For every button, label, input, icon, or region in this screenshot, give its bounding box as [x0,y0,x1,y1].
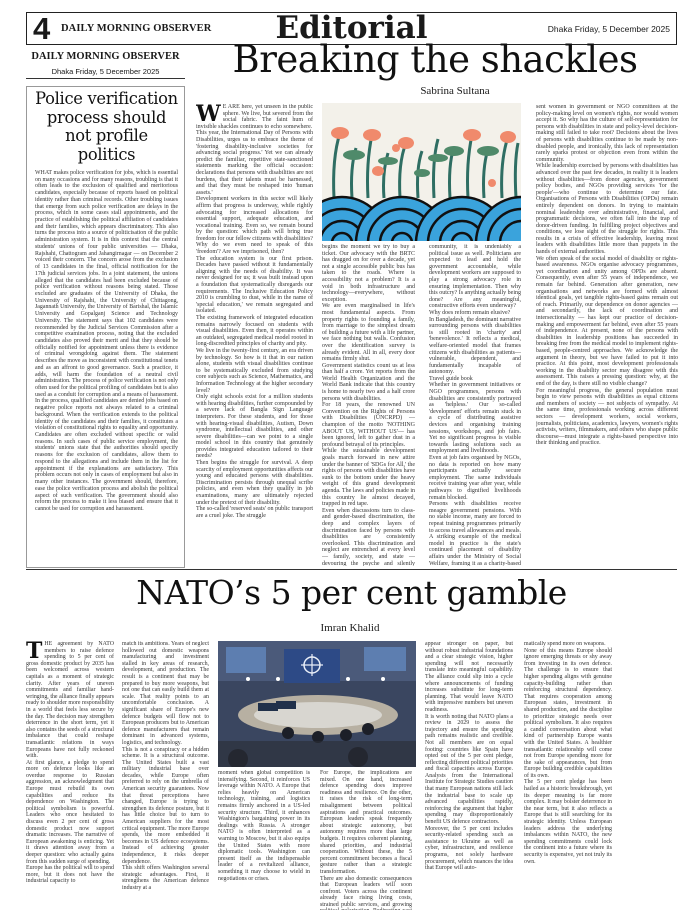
paragraph: Travel guide book [429,375,473,382]
masthead-paper-name: DAILY MORNING OBSERVER [61,23,212,34]
paragraph: The existing framework of integrated education remains narrowly focused on students with visual disabilities. Even then, it operates within an outdated, segregated medical model rooted in long-discredited principles of charity and pity. [196,315,313,348]
article-text [320,770,412,910]
paragraph: For 18 years, the renowned UN Convention on the Rights of Persons with Disabilities (UNCRPD) — champion of the motto 'NOTHING ABOUT US, WITHOUT US'— has been ignored, left to gather dust in a profound betrayal of its principles. [322,402,415,448]
article-text [524,641,612,865]
paragraph: HE agreement by NATO members to raise defence spending to 5 per cent of gross domestic product by 2035 has been welcomed across western capitals as a moment of strategic clarity. After years of uneven commitments and familiar hand-wringing, the alliance finally appears ready to shoulder more responsibility in a world that feels less secure by the day. The decision may strengthen deterrence in the short term, yet it also contains the seeds of a structural imbalance that could reshape transatlantic relations in ways Europeans have not fully reckoned with. [26,641,114,760]
masthead-date: Dhaka Friday, 5 December 2025 [547,24,670,34]
article-column [218,770,310,910]
article-byline: Imran Khalid [320,622,380,634]
left-header-date: Dhaka Friday, 5 December 2025 [26,64,185,79]
section-title: Editorial [275,10,428,46]
article-byline: Sabrina Sultana [420,85,490,97]
article-text [218,770,310,882]
paragraph: Whether in government initiatives or NGO programmes, persons with disabilities are consistently portrayed as 'helpless.' Our so-called 'development' efforts remain stuck in a cycle of distributing assistive devices and organising training sessions, workshops, and job fairs. Yet no significant progress is visible towards lasting solutions such as employment and livelihoods. [429,382,521,455]
paragraph: This is not a conspiracy or a hidden scheme. It is a structural outcome. The United States built a vast military industrial base over decades, while Europe often preferred to rely on the umbrella of American security guarantees. Now that threat perceptions have changed, Europe is trying to strengthen its defence posture, but it has little choice but to turn to American suppliers for the most critical equipment. The more Europe spends, the more embedded it becomes in US defence ecosystems. Instead of achieving greater independence, it risks deeper dependence. [122,746,209,865]
article-text [429,244,521,566]
article-headline: Breaking the shackles [232,38,638,81]
paragraph: moment when global competition is intensifying. Second, it reinforces US leverage within NATO. A Europe that relies heavily on American technology, training, and logistics remains firmly anchored in a US-led security structure. Third, it enhances Washington's bargaining power in its dealings with Russia. A stronger NATO is often interpreted as a warning to Moscow, but it also equips the United States with more diplomatic tools. Washington can present itself as the indispensable leader of a revitalized alliance, something it may choose to wield in negotiations or crises. [218,770,310,882]
left-header-paper-name: DAILY MORNING OBSERVER [31,51,180,62]
page-number: 4 [33,11,51,46]
paragraph: The education system is our first prison. Decades have passed without it fundamentally aligning with the needs of disability. It was never designed for us; it was built instead upon a foundation that systematically disregards our requirements. The Inclusive Education Policy 2010 is crumbling to dust, while in the name of 'special education,' we remain segregated and isolated. [196,255,313,315]
paragraph: Europe has the political will to spend more, but it does not have the industrial capacity to [26,865,114,885]
drop-cap: W [196,104,221,127]
paragraph: Then begins the struggle for survival. A deep scarcity of employment opportunities affects our young and educated persons with disabilities. Discrimination persists through unequal scribe policies, and even when they qualify in job examinations, many are ultimately rejected under the pretext of their disability. [196,460,313,506]
paragraph: There are also domestic consequences that European leaders will soon confront. Voters across the continent already face rising living costs, strained public services, and growing [320,875,412,908]
drop-cap: T [26,641,43,664]
paragraph: Even when discussions turn to class- and gender-based discrimination, the deep and complex layers of discrimination faced by persons with disabilities are consistently overlooked. This discrimination and neglect are entrenched at every level — family, society, and state — devouring the psyche and silently [322,507,415,566]
paragraph: Even at job fairs organised by NGOs, no data is reported on how many participants actually secure employment. The same individuals receive training year after year, while pathways to dignified livelihoods remain blocked. [429,455,521,501]
lotus-illustration-icon [322,103,521,241]
paragraph: Development workers in this sector will likely affirm that progress is underway, while rightly advocating for increased allocations for essential support, adequate education, and vocational training. Even so, we remain bound by the question: which path will bring true freedom for our fellow citizens with disabilities? [196,196,313,242]
article-column [322,244,415,566]
paragraph: While leadership exercised by persons with disabilities has advanced over the past few decades, in reality it is leaders without disabilities—from donor agencies, government policy bodies, and NGOs providing services 'for the people'—who continue to determine our fate. Organisations of Persons with Disabilities (OPDs) remain entirely dependent on donors. In trying to maintain nominal leadership over administrative, financial, and programmatic decisions, we often fall into the trap of donor-driven funding. In fulfilling project objectives and conditions, we lose sight of the struggle for rights. This results in a crisis of effective leadership, leaving most leaders with disabilities little more than puppets in the hands of external authorities. [536,163,678,256]
article-column [524,641,612,910]
article-text [26,641,114,885]
left-header [26,50,185,79]
article-column [122,641,209,910]
paragraph: Moreover, the 5 per cent includes security-related spending such as assistance to Ukraine as well as cyber, infrastructure, and resilience programs, not solely hardware procurement, which nuances the idea that Europe will auto- [425,825,513,872]
paragraph: This shift offers Washington several strategic advantages. First, it strengthens the American defence industry at a [122,865,209,891]
article-text [196,104,313,519]
paragraph: The so-called 'reserved seats' on public transport are a cruel joke. The struggle [196,506,313,519]
paragraph: Only eight schools exist for a million students with hearing disabilities, further compounded by a severe lack of Bangla Sign Language interpreters. For these students, and for those with hearing-visual disabilities, Autism, Down syndrome, intellectual disabilities, and other severe disabilities—can we point to a single model school in this country that genuinely provides integrated education tailored to their needs? [196,394,313,460]
nato-meeting-photo [218,641,416,767]
paragraph: It is worth noting that NATO plans a review in 2029 to assess the trajectory and ensure the spending path remains realistic and credible. Not all members are on equal footing: countries like Spain have opted out of the 5 per cent pledge, reflecting different political priorities and fiscal capacities across Europe. Analysts from the International Institute for Strategic Studies caution that many European nations still lack the industrial base to scale up advanced capabilities rapidly, reinforcing the argument that higher spending may disproportionately benefit US defence contractors. [425,713,513,826]
lotus-illustration-image [322,103,521,241]
article-column [429,244,521,566]
paragraph: For meaningful progress, the general population must begin to view persons with disabilities as equal citizens and members of society — not subjects of sympathy. At the same time, professionals working across different sectors — development workers, social workers, journalists, politicians, academics, lawyers, women's rights activists, writers, filmmakers, and others who shape public discourse—must integrate a rights-based perspective into their thinking and practice. [536,387,678,447]
article-text [322,244,415,566]
article-column [26,641,114,910]
nato-summit-photo-icon [218,641,416,767]
paragraph: begins the moment we try to buy a ticket. Our advocacy with the BRTC has dragged on for over a decade, yet not a single accessible public bus has taken to the roads. Where is accessibility not a problem? It is a void in both infrastructure and technology—everywhere, without exception. [322,244,415,303]
article-column [320,770,412,910]
paragraph: Why does reform remain elusive? [429,309,511,316]
article-column [196,104,313,566]
paragraph: match its ambitions. Years of neglect hollowed out domestic weapons manufacturing and investment stalled in key areas of research, development, and production. The result is a continent that may be prepared to buy more weapons, but not one that can easily build them at scale. That reality points to an uncomfortable conclusion. A significant share of Europe's new defence budgets will flow not to European producers but to American defence manufacturers that remain dominant in advanced systems, logistics, and technology. [122,641,209,746]
paragraph: matically spend more on weapons. [524,641,606,647]
article-text [122,641,209,892]
paragraph: Why do we even need to speak of this 'freedom'? Are we imprisoned, then? [196,242,313,256]
article-column [425,641,513,910]
editorial-column [26,86,185,568]
article-text [536,104,678,447]
paragraph: Government statistics count us at less than half a crore. Yet reports from the World Health Organization and the World Bank indicate that this country is home to nearly two and a half crore persons with disabilities. [322,362,415,402]
article-headline: NATO’s 5 per cent gamble [136,573,567,612]
paragraph: At first glance, a pledge to spend more on defence looks like an overdue response to Russian aggression, an acknowledgment that Europe must rebuild its own capabilities and reduce its dependence on Washington. The political symbolism is powerful. Leaders who once hesitated to discuss even 2 per cent of gross domestic product now support dramatic increases. The narrative of European awakening is enticing. Yet it draws attention away from a deeper question: who actually gains from this sudden surge of spending. [26,759,114,865]
paragraph: We are even marginalised in life's most fundamental aspects. From property rights to founding a family, from marriage to the simplest dream of building a future with a life partner, we face nothing but walls. Confusion over the identification survey is already evident. All in all, every door remains firmly shut. [322,303,415,363]
paragraph: E ARE here, yet unseen in the public sphere. We live, but severed from the social fabric. The faint hum of invisible shackles continues to echo somewhere. [196,104,313,130]
editorial-body: WHAT makes police verification for jobs, which is essential on many occasions and for many reasons, troubling is that it often leads to the exclusion of qualified and meritorious candidates, especially because of reports based on political identity rather than criminal records. Other troubling issues that emerge from such police verification are delays in the process, which in some cases stall appointments, and the practice of establishing the political affiliation of candidates and their families, which appears discriminatory. This also turns the process into a source of politicisation of the public administration system. It is in this context that the central students' unions of four public universities — Dhaka, Rajshahi, Chattogram and Jahangirnagar — on December 2 voiced their concern. The concern arose from the exclusion of 13 candidates in the final, official notification for the 17th judicial services jobs. In a joint statement, the unions alleged that the candidates had been excluded because of police verification without reasons being stated. Those excluded are graduates of the University of Dhaka, the University of Rajshahi, the University of Chittagong, Jagannath University, the University of Barishal, the Islamic University and Gopalganj Science and Technology University. The statement says that 102 candidates were recommended by the Judicial Services Commission after a competitive examination process, noting that the excluded candidates also proved their merit and that they should be officially notified for appointment unless there is evidence of criminal wrongdoing against them. The statement describes the move as inconsistent with constitutional tenets and as an affront to good governance. Such a practice, it adds, will harm the foundation of a neutral civil administration. The process of police verification is not only often used for the political profiling of candidates but is also used as a conduit for corruption and a means of harassment. In the process, qualified candidates are denied jobs based on negative police reports not always related to a criminal background. When the verification extends to the political identity of the candidates and their families, it constitutes a violation of constitutional rights to equality and opportunity. Candidates are often excluded without specific or valid reasons. In such cases of public service employment, the students' unions state that the authorities should specify reasons for the exclusion of candidates, allow them to respond to the allegations and include them in the list for appointment if the explanations are satisfactory. This problem occurs not only in cases of employment but also in many other instances. The government should, therefore, ease the police verification process and abolish the political aspect of such verification. The government should also reform the process to make it less biased and ensure that it cannot be used for corruption and harassment. [35,170,178,512]
article-column [536,104,678,566]
paragraph: For Europe, the implications are mixed. On one hand, increased defence spending does improve readiness and resilience. On the other, it raises the risk of long-term misalignment between political aspirations and practical outcomes. European leaders speak frequently about strategic autonomy, but autonomy requires more than large budgets. It requires coherent planning, shared priorities, and industrial cooperation. Without these, the 5 percent commitment becomes a fiscal gesture rather than a strategic transformation. [320,770,412,875]
article-text [425,641,513,872]
paragraph: community, it is undeniably a political issue as well. Politicians are expected to lead and hold the government accountable, while development workers are supposed to play a strong advocacy role in ensuring implementation. Then why this outcry? Is anything actually being done? Are any meaningful, constructive efforts even underway? [429,244,521,310]
paragraph: None of this means Europe should ignore emerging threats or shy away from investing in its own defence. The challenge is to ensure that higher spending aligns with genuine capacity-building rather than reinforcing structural dependency. That requires cooperation among European states, investment in shared production, and the discipline to prioritize strategic needs over political symbolism. It also requires a candid conversation about what kind of partnership Europe wants with the United States. A healthier transatlantic relationship will come not from Europe spending more for the sake of appearances, but from Europe building credible capabilities of its own. [524,647,612,779]
paragraph: The 5 per cent pledge has been hailed as a historic breakthrough, yet its deeper meaning is far more complex. It may bolster deterrence in the near term, but it also reflects a Europe that is still searching for its strategic identity. Unless European leaders address the underlying imbalances within NATO, the new spending commitments could lock the continent into a future where its security is expensive, yet not truly its own. [524,779,612,865]
paragraph: We often speak of the social model of disability or rights-based awareness. NGOs organise advocacy programmes, yet coordination and unity among OPDs are absent. Consequently, even after 55 years of independence, we remain far behind. Generation after generation, new organisations and networks are formed with almost identical goals, yet tangible rights-based gains remain out of reach. Primarily, our dependence on donor agencies — and secondarily, the lack of coordination and intersectionality — has kept our practice of decision-making and empowerment far behind, even after 55 years of independence. At present, none of the persons with disabilities in leadership positions has succeeded in breaking free from the medical model to implement rights-based, people-centred approaches. We acknowledge the argument in theory, but we have failed to put it into practice. At this point, most development professionals working in the disability sector may disagree with this assessment. This raises a pressing question: why, at the end of the day, is there still no visible change? [536,255,678,387]
paragraph: sent women in government or NGO committees at the policy-making level on women's rights, nor would women accept it. So why has the culture of self-representation for persons with disabilities in state and policy-level decision-making still failed to take root? Decisions about the lives of persons with disabilities continue to be made by non-disabled people, and ironically, this lack of representation rarely sparks protest or objection even from within the community. [536,104,678,163]
paragraph: This year, the International Day of Persons with Disabilities, urges us to embrace the theme of 'fostering disability-inclusive societies for advancing social progress.' Yet we can already predict the familiar, repetitive state-sanctioned statements marking the official occasion: declarations that persons with disabilities are not burdens, that their talents must be harnessed, and that they must be reshaped into 'human assets.' [196,130,313,196]
paragraph: appear stronger on paper, but without robust industrial foundations and a clear strategic vision, higher spending will not necessarily translate into meaningful capability. The alliance could slip into a cycle where announcements of funding increases substitute for long-term planning. That would leave NATO with impressive numbers but uneven readiness. [425,641,513,713]
paragraph: While the sustainable development goals march forward in new attire under the banner of 'SDGs for All,' the rights of persons with disabilities have sunk to the bottom under the heavy weight of this grand development agenda. The laws and policies made in this country lie almost decayed, trapped in red tape. [322,448,415,508]
editorial-title: Police verification process should not profile politics [35,89,178,164]
paragraph: In Bangladesh, the dominant narrative surrounding persons with disabilities is still rooted in 'charity' and 'benevolence.' It reflects a medical, welfare-oriented model that frames citizens with disabilities as patients—vulnerable, dependent, and fundamentally incapable of autonomy. [429,316,521,376]
paragraph: We live in the twenty-first century, an era driven by technology. So how is it that in our nation alone, students with visual disabilities continue to be systematically excluded from studying core subjects such as Science, Mathematics, and Information Technology at the higher secondary level? [196,347,313,394]
paragraph: Persons with disabilities receive meagre government pensions. With no stable income, many are forced to repeat training programmes primarily to access travel allowances and meals. A striking example of the medical model in practice is the state's continued placement of disability affairs under the Ministry of Social Welfare, framing it as a charity-based [429,501,521,566]
